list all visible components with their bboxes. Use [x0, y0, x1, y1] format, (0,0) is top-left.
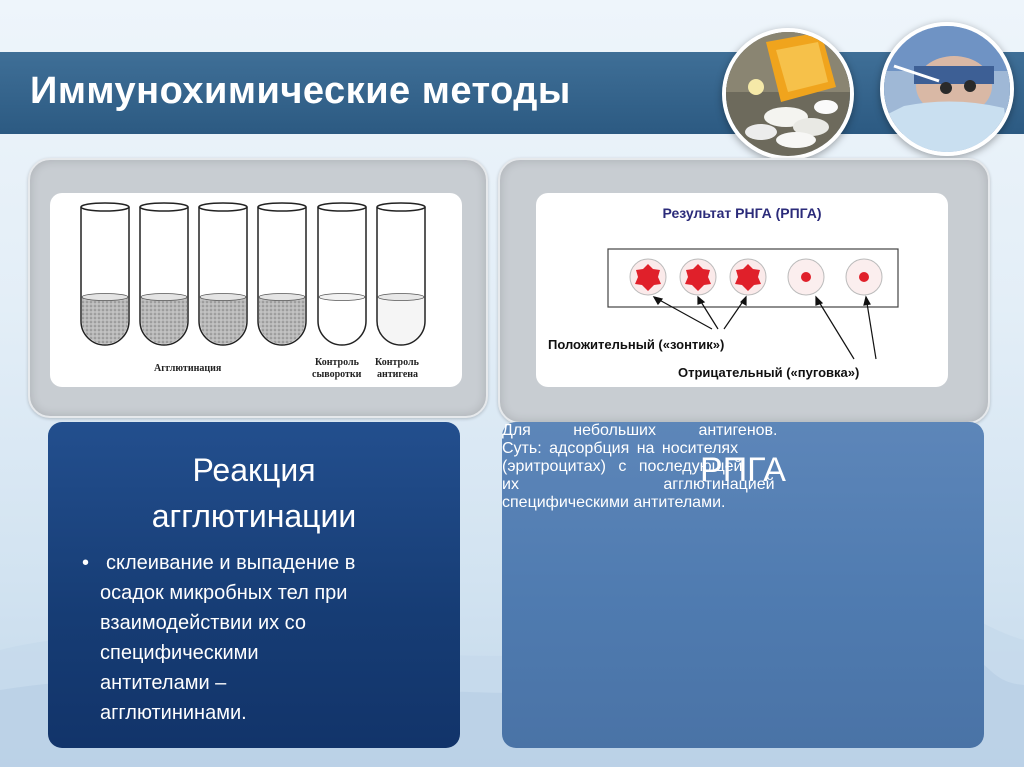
- rpha-title: Результат РНГА (РПГА): [662, 205, 822, 221]
- rpha-heading: РПГА: [700, 451, 786, 489]
- definition-line-2: осадок микробных тел при: [100, 582, 348, 604]
- tube-antigen-control: [377, 203, 425, 345]
- well-positive-2: [680, 259, 716, 295]
- well-negative-1: [788, 259, 824, 295]
- well-positive-3: [730, 259, 766, 295]
- agglutination-heading-1: Реакция: [192, 452, 316, 488]
- antigen-control-label-2: антигена: [377, 369, 419, 380]
- surgeon-photo-icon: [880, 22, 1014, 156]
- tubes-figure: [50, 193, 462, 387]
- definition-line-1: склеивание и выпадение в: [106, 552, 356, 574]
- rpha-line-3: (эритроцитах) с последующей: [502, 458, 743, 475]
- serum-control-label-2: сыворотки: [312, 369, 362, 380]
- antigen-control-label-1: Контроль: [375, 357, 419, 368]
- bullet-icon: •: [82, 552, 90, 574]
- pills-photo-icon: [722, 28, 854, 160]
- agglutination-label: Агглютинация: [154, 363, 222, 374]
- rpha-line-4: их агглютинацией: [502, 476, 775, 493]
- tube-serum-control: [318, 203, 366, 345]
- negative-label: Отрицательный («пуговка»): [678, 365, 860, 380]
- agglutination-box: [48, 422, 460, 748]
- definition-line-6: агглютининами.: [100, 702, 247, 724]
- tube-2: [140, 203, 188, 345]
- positive-label: Положительный («зонтик»): [548, 337, 725, 352]
- rpha-figure: [536, 193, 948, 387]
- rpha-line-5: специфическими антителами.: [502, 494, 726, 511]
- serum-control-label-1: Контроль: [315, 357, 359, 368]
- rpha-box: [502, 422, 984, 748]
- definition-line-4: специфическими: [100, 642, 259, 664]
- tube-4: [258, 203, 306, 345]
- page-title: Иммунохимические методы: [30, 70, 571, 112]
- well-positive-1: [630, 259, 666, 295]
- definition-line-3: взаимодействии их со: [100, 612, 307, 634]
- rpha-line-2: Суть: адсорбция на носителях: [502, 440, 739, 457]
- definition-line-5: антителами –: [100, 672, 227, 694]
- rpha-line-1: Для небольших антигенов.: [502, 422, 778, 439]
- tube-1: [81, 203, 129, 345]
- well-negative-2: [846, 259, 882, 295]
- tube-3: [199, 203, 247, 345]
- agglutination-heading-2: агглютинации: [151, 498, 357, 534]
